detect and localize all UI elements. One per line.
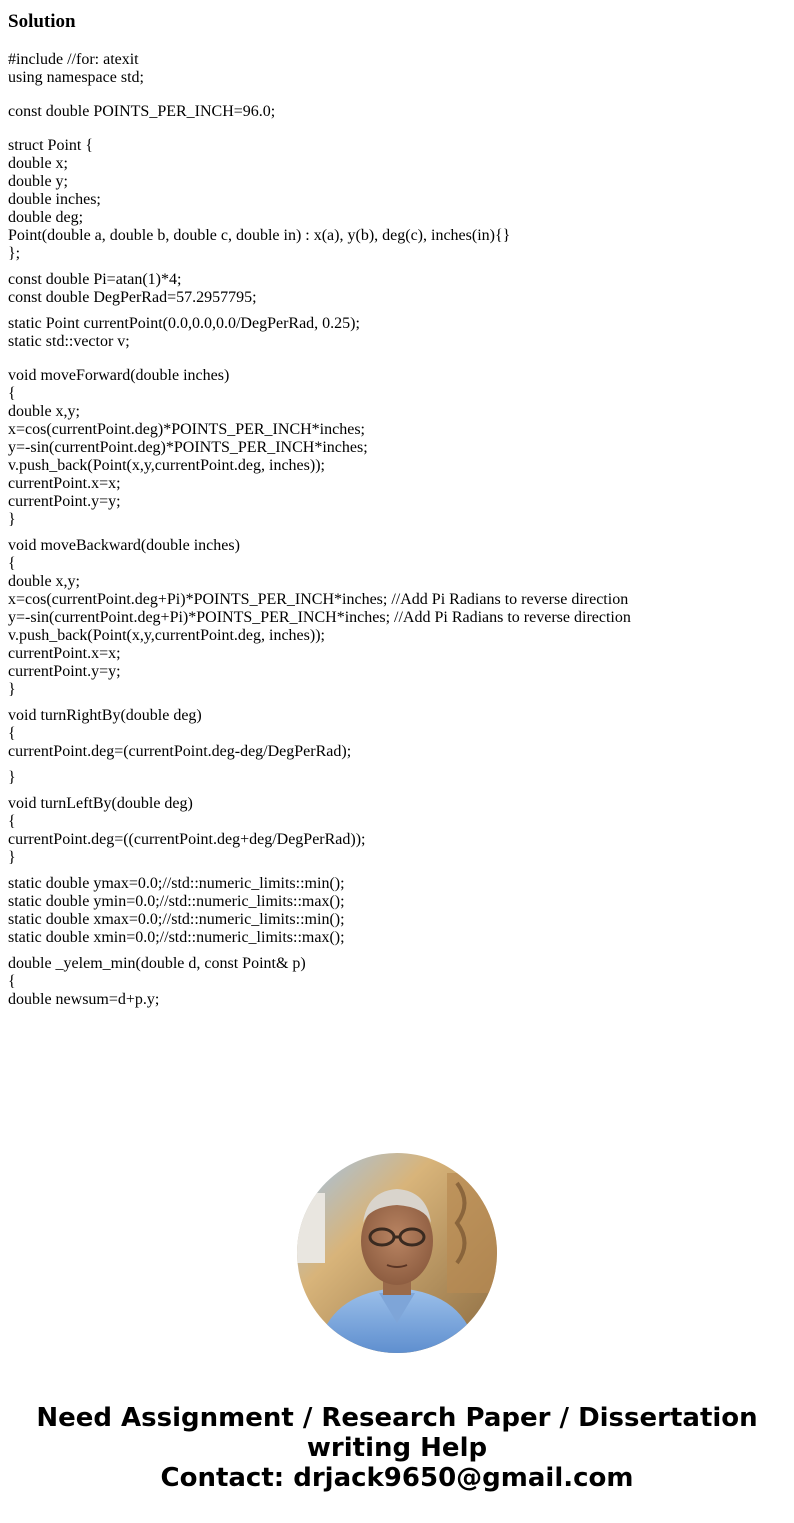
code-line: [8, 947, 788, 955]
code-line: const double DegPerRad=57.2957795;: [8, 289, 257, 306]
code-line: currentPoint.deg=((currentPoint.deg+deg/DegPerRad));: [8, 831, 366, 848]
code-line: [8, 307, 788, 315]
code-block: [8, 51, 788, 1123]
code-line: const double POINTS_PER_INCH=96.0;: [8, 103, 276, 120]
code-line: [8, 351, 788, 359]
code-line: static double ymax=0.0;//std::numeric_limits::min();: [8, 875, 345, 892]
code-line: {: [8, 725, 16, 742]
code-line: double newsum=d+p.y;: [8, 991, 160, 1008]
code-line: const double Pi=atan(1)*4;: [8, 271, 182, 288]
code-line: double deg;: [8, 209, 84, 226]
code-line: v.push_back(Point(x,y,currentPoint.deg, inches));: [8, 457, 325, 474]
code-line: [8, 787, 788, 795]
code-line: currentPoint.deg=(currentPoint.deg-deg/DegPerRad);: [8, 743, 352, 760]
code-line: [8, 529, 788, 537]
code-line: x=cos(currentPoint.deg)*POINTS_PER_INCH*inches;: [8, 421, 365, 438]
code-line: double x;: [8, 155, 68, 172]
code-line: [8, 263, 788, 271]
code-line: void moveBackward(double inches): [8, 537, 240, 554]
code-line: }: [8, 681, 16, 698]
code-line: static double ymin=0.0;//std::numeric_limits::max();: [8, 893, 345, 910]
code-line: };: [8, 245, 21, 262]
promo-line-1: Need Assignment / Research Paper / Dissertation: [36, 1403, 758, 1433]
code-line: {: [8, 555, 16, 572]
code-line: void turnLeftBy(double deg): [8, 795, 193, 812]
promo-banner: [0, 1403, 794, 1493]
person-portrait-icon: [297, 1153, 497, 1353]
code-line: }: [8, 769, 16, 786]
code-line: static double xmin=0.0;//std::numeric_limits::max();: [8, 929, 345, 946]
code-line: y=-sin(currentPoint.deg+Pi)*POINTS_PER_INCH*inches; //Add Pi Radians to reverse direction: [8, 609, 631, 626]
code-line: double x,y;: [8, 573, 80, 590]
code-line: }: [8, 849, 16, 866]
code-line: struct Point {: [8, 137, 94, 154]
code-line: void turnRightBy(double deg): [8, 707, 202, 724]
code-line: v.push_back(Point(x,y,currentPoint.deg, inches));: [8, 627, 325, 644]
code-line: [8, 359, 788, 367]
code-line: [8, 761, 788, 769]
code-line: static double xmax=0.0;//std::numeric_limits::min();: [8, 911, 345, 928]
code-line: double x,y;: [8, 403, 80, 420]
code-line: using namespace std;: [8, 69, 144, 86]
code-line: y=-sin(currentPoint.deg)*POINTS_PER_INCH*inches;: [8, 439, 368, 456]
code-line: [8, 121, 788, 129]
code-line: currentPoint.y=y;: [8, 663, 121, 680]
code-line: void moveForward(double inches): [8, 367, 230, 384]
code-line: double y;: [8, 173, 68, 190]
code-line: }: [8, 511, 16, 528]
code-line: x=cos(currentPoint.deg+Pi)*POINTS_PER_INCH*inches; //Add Pi Radians to reverse direction: [8, 591, 629, 608]
code-line: {: [8, 813, 16, 830]
code-line: [8, 87, 788, 95]
solution-heading: Solution: [8, 11, 76, 32]
code-line: {: [8, 385, 16, 402]
code-line: static std::vector v;: [8, 333, 130, 350]
code-line: Point(double a, double b, double c, double in) : x(a), y(b), deg(c), inches(in){}: [8, 227, 511, 244]
code-line: currentPoint.x=x;: [8, 475, 121, 492]
code-line: currentPoint.y=y;: [8, 493, 121, 510]
code-line: static Point currentPoint(0.0,0.0,0.0/DegPerRad, 0.25);: [8, 315, 360, 332]
code-line: double inches;: [8, 191, 101, 208]
code-line: {: [8, 973, 16, 990]
code-line: [8, 95, 788, 103]
promo-contact: Contact: drjack9650@gmail.com: [160, 1463, 634, 1493]
code-line: #include //for: atexit: [8, 51, 139, 68]
promo-line-2: writing Help: [306, 1433, 488, 1463]
code-line: double _yelem_min(double d, const Point& p): [8, 955, 306, 972]
code-line: [8, 699, 788, 707]
code-line: [8, 129, 788, 137]
code-line: currentPoint.x=x;: [8, 645, 121, 662]
avatar: [297, 1153, 497, 1353]
code-line: [8, 867, 788, 875]
